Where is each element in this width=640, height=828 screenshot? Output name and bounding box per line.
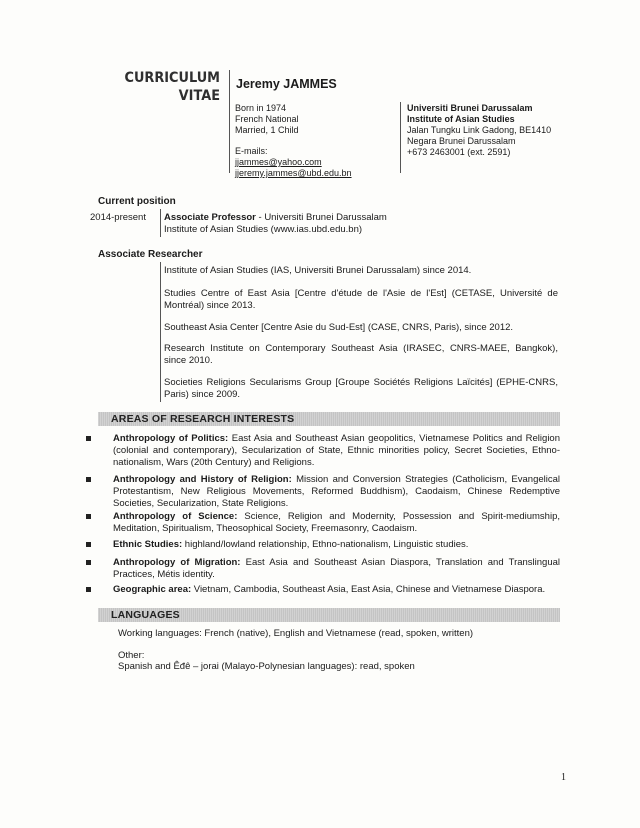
- research-item-text: Mission and Conversion Strategies (Catholicism, Evangelical Protestantism, New Religious Movements, Reformed Buddhism), Caodaism, Chinese Redemptive Societies, Secularization, State Religions.: [113, 474, 560, 509]
- research-item: [113, 584, 560, 596]
- research-item-text: highland/lowland relationship, Ethno-nationalism, Linguistic studies.: [182, 539, 469, 550]
- associate-item: Studies Centre of East Asia [Centre d'étude de l'Asie de l'Est] (CETASE, Université de Montréal) since 2013.: [164, 288, 558, 311]
- bullet-icon: [86, 477, 91, 482]
- research-item-text: East Asia and Southeast Asian Diaspora, Translation and Translingual Practices, Métis identity.: [113, 557, 561, 580]
- associate-item: Institute of Asian Studies (IAS, Universiti Brunei Darussalam) since 2014.: [164, 265, 472, 276]
- research-item: [113, 511, 560, 535]
- associate-item: Southeast Asia Center [Centre Asie du Sud-Est] (CASE, CNRS, Paris), since 2012.: [164, 322, 514, 333]
- associate-item: Societies Religions Secularisms Group [Groupe Sociétés Religions Laïcités] (EPHE-CNRS, Paris) since 2009.: [164, 377, 558, 400]
- research-item: [113, 433, 560, 469]
- person-name: Jeremy JAMMES: [236, 77, 337, 91]
- position-institute: Institute of Asian Studies (www.ias.ubd.edu.bn): [164, 224, 363, 235]
- position-employer: - Universiti Brunei Darussalam: [255, 212, 387, 223]
- position-divider: [160, 209, 161, 237]
- current-position-heading: Current position: [98, 196, 176, 207]
- research-interests-heading: AREAS OF RESEARCH INTERESTS: [98, 412, 560, 426]
- position-title: Associate Professor: [164, 212, 256, 223]
- page-number: 1: [561, 772, 566, 783]
- associate-divider: [160, 262, 161, 402]
- institution-address-1: Jalan Tungku Link Gadong, BE1410: [407, 125, 552, 135]
- research-item-label: Anthropology of Science:: [113, 511, 238, 522]
- bullet-icon: [86, 514, 91, 519]
- associate-researcher-heading: Associate Researcher: [98, 249, 203, 260]
- bullet-icon: [86, 436, 91, 441]
- header-divider-left: [229, 70, 230, 173]
- institute-name: Institute of Asian Studies: [407, 114, 515, 124]
- research-item: [113, 539, 560, 551]
- header-divider-right: [400, 102, 401, 173]
- personal-line-nationality: French National: [235, 114, 299, 124]
- research-item-label: Ethnic Studies:: [113, 539, 183, 550]
- emails-label: E-mails:: [235, 146, 268, 156]
- research-item-text: East Asia and Southeast Asian geopolitics, Vietnamese Politics and Religion (colonial and contemporary), Secularization of State, Ethnic minorities policy, Secret Societies, Ethno-nationalism, Wars (20th Century) and Religions.: [113, 433, 560, 468]
- research-item-label: Anthropology of Politics:: [113, 433, 229, 444]
- institution-address-2: Negara Brunei Darussalam: [407, 136, 516, 146]
- other-languages-label: Other:: [118, 650, 145, 661]
- current-position-detail: [164, 212, 387, 236]
- bullet-icon: [86, 542, 91, 547]
- associate-item: Research Institute on Contemporary Southeast Asia (IRASEC, CNRS-MAEE, Bangkok), since 2010.: [164, 343, 558, 366]
- personal-line-birth: Born in 1974: [235, 103, 287, 113]
- research-item-text: Science, Religion and Modernity, Possession and Spirit-mediumship, Meditation, Spiritualism, Theosophical Society, Freemasonry, Caodaism.: [113, 511, 561, 534]
- research-item: [113, 557, 560, 581]
- research-item-label: Anthropology and History of Religion:: [113, 474, 292, 485]
- research-item-label: Geographic area:: [113, 584, 192, 595]
- research-item-text: Vietnam, Cambodia, Southeast Asia, East Asia, Chinese and Vietnamese Diaspora.: [191, 584, 546, 595]
- bullet-icon: [86, 560, 91, 565]
- email-link-yahoo[interactable]: jjammes@yahoo.com: [235, 157, 322, 167]
- research-item: [113, 474, 560, 510]
- research-item-label: Anthropology of Migration:: [113, 557, 241, 568]
- working-languages: Working languages: French (native), English and Vietnamese (read, spoken, written): [118, 628, 474, 639]
- bullet-icon: [86, 587, 91, 592]
- personal-info: [235, 103, 352, 179]
- cv-title-line2: VITAE: [178, 88, 220, 104]
- institution-info: [407, 103, 551, 158]
- email-link-ubd[interactable]: jjeremy.jammes@ubd.edu.bn: [235, 168, 352, 178]
- personal-line-family: Married, 1 Child: [235, 125, 299, 135]
- institution-name: Universiti Brunei Darussalam: [407, 103, 533, 113]
- cv-title-line1: CURRICULUM: [124, 70, 220, 86]
- institution-phone: +673 2463001 (ext. 2591): [407, 147, 511, 157]
- current-position-period: 2014-present: [90, 212, 146, 223]
- cv-title: [117, 69, 220, 105]
- other-languages: Spanish and Êđê – jorai (Malayo-Polynesian languages): read, spoken: [118, 661, 415, 672]
- languages-heading: LANGUAGES: [98, 608, 560, 622]
